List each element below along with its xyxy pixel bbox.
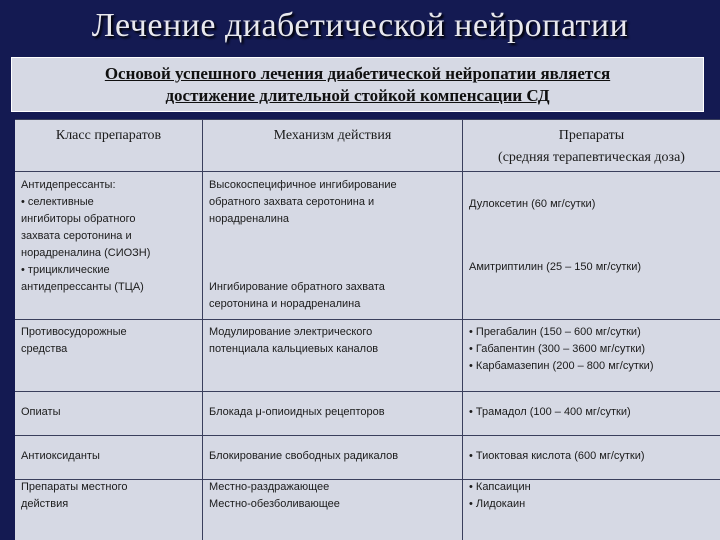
table-cell-text: Ингибирование обратного захвата	[209, 281, 385, 293]
row-antidepressants-drug-amitriptyline	[469, 259, 641, 276]
subtitle-box	[11, 57, 704, 112]
table-cell-text: норадреналина	[209, 213, 290, 225]
table-cell-text: норадреналина (СИОЗН)	[21, 247, 151, 259]
header-mechanism: Механизм действия	[273, 128, 392, 143]
table-cell-text: ингибиторы обратного	[21, 213, 136, 225]
table-cell-text: • трициклические	[21, 264, 110, 276]
row-antidepressants-drug-duloxetine	[469, 196, 595, 213]
table-cell-text: Опиаты	[21, 406, 61, 418]
table-cell-text: • Габапентин (300 – 3600 мг/сутки)	[469, 343, 646, 355]
treatment-table	[15, 119, 720, 540]
table-cell-text: Антиоксиданты	[21, 450, 100, 462]
table-border-top	[15, 119, 720, 120]
row-topical-drugs	[469, 479, 531, 513]
table-cell-text: Местно-обезболивающее	[209, 498, 340, 510]
row-topical-mechanism	[209, 479, 340, 513]
row-antidepressants-class	[21, 177, 150, 296]
table-cell-text: • Карбамазепин (200 – 800 мг/сутки)	[469, 360, 654, 372]
table-cell-text: • Лидокаин	[469, 498, 526, 510]
slide-title: Лечение диабетической нейропатии	[91, 7, 629, 44]
table-cell-text: Антидепрессанты:	[21, 179, 116, 191]
row-anticonvulsants-drugs	[469, 324, 654, 375]
table-divider-row1	[15, 319, 720, 320]
header-drugs	[463, 125, 720, 169]
table-cell-text: • селективные	[21, 196, 94, 208]
table-cell-text: Амитриптилин (25 – 150 мг/сутки)	[469, 261, 642, 273]
row-topical-class	[21, 479, 128, 513]
table-cell-text: серотонина и норадреналина	[209, 298, 361, 310]
table-cell-text: средства	[21, 343, 68, 355]
subtitle-line-1: Основой успешного лечения диабетической нейропатии является	[104, 64, 611, 83]
table-cell-text: Препараты местного	[21, 481, 128, 493]
row-antidepressants-mechanism-tca	[209, 279, 385, 313]
table-cell-text: захвата серотонина и	[21, 230, 132, 242]
table-cell-text: • Прегабалин (150 – 600 мг/сутки)	[469, 326, 641, 338]
row-opiates-class	[21, 404, 60, 421]
table-column-divider-2	[462, 119, 463, 540]
row-antioxidants-mechanism	[209, 448, 398, 465]
table-divider-row2	[15, 391, 720, 392]
row-antidepressants-mechanism-snri	[209, 177, 397, 228]
table-cell-text: Блокада μ-опиоидных рецепторов	[209, 406, 385, 418]
table-cell-text: Блокирование свободных радикалов	[209, 450, 399, 462]
row-opiates-mechanism	[209, 404, 385, 421]
row-antioxidants-drugs	[469, 448, 645, 465]
row-anticonvulsants-mechanism	[209, 324, 378, 358]
table-cell-text: Высокоспецифичное ингибирование	[209, 179, 397, 191]
table-cell-text: Модулирование электрического	[209, 326, 373, 338]
table-cell-text: антидепрессанты (ТЦА)	[21, 281, 144, 293]
table-divider-header	[15, 171, 720, 172]
table-cell-text: действия	[21, 498, 69, 510]
table-cell-text: Противосудорожные	[21, 326, 127, 338]
table-cell-text: Дулоксетин (60 мг/сутки)	[469, 198, 596, 210]
table-cell-text: • Тиоктовая кислота (600 мг/сутки)	[469, 450, 645, 462]
header-drugs-line-2: (средняя терапевтическая доза)	[498, 150, 685, 165]
subtitle-line-2: достижение длительной стойкой компенсации СД	[165, 86, 550, 105]
table-divider-row3	[15, 435, 720, 436]
table-cell-text: • Трамадол (100 – 400 мг/сутки)	[469, 406, 631, 418]
header-class: Класс препаратов	[55, 128, 162, 143]
row-anticonvulsants-class	[21, 324, 127, 358]
table-column-divider-1	[202, 119, 203, 540]
table-cell-text: • Капсаицин	[469, 481, 531, 493]
table-cell-text: потенциала кальциевых каналов	[209, 343, 379, 355]
header-drugs-line-1: Препараты	[558, 128, 625, 143]
row-opiates-drugs	[469, 404, 631, 421]
table-cell-text: обратного захвата серотонина и	[209, 196, 375, 208]
table-cell-text: Местно-раздражающее	[209, 481, 330, 493]
row-antioxidants-class	[21, 448, 100, 465]
